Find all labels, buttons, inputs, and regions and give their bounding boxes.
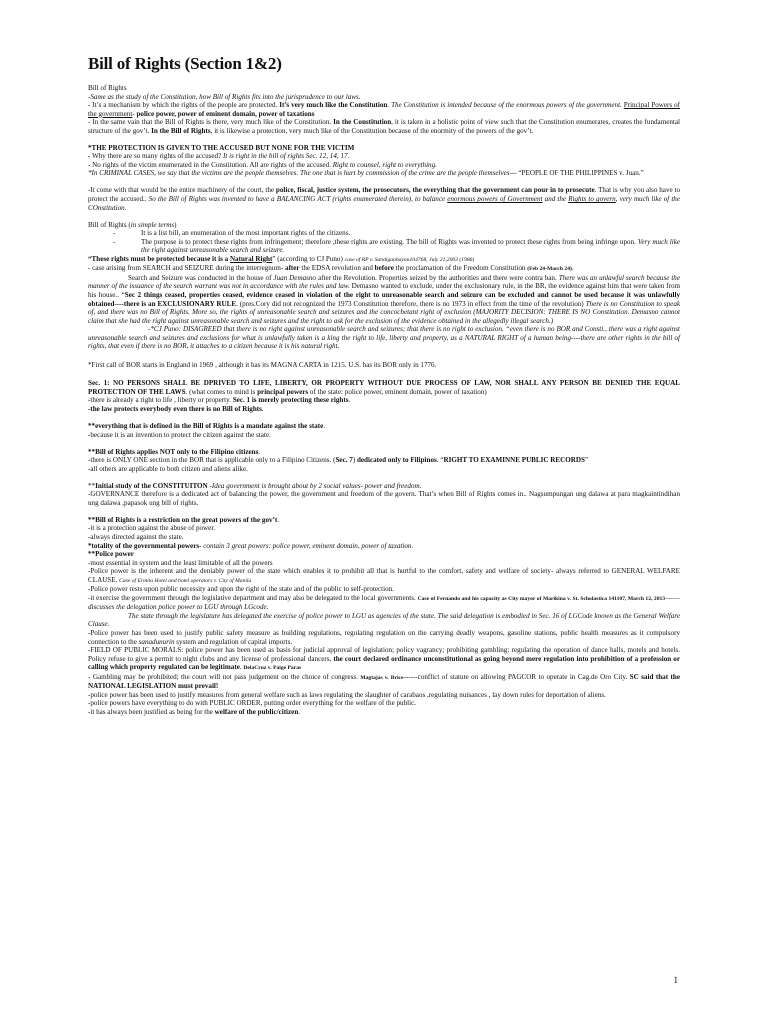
mandate-line-2: -because it is an invention to protect the citizen against the state. xyxy=(88,430,271,439)
text-span: SC said that the NATIONAL LEGISLATION must prevail! xyxy=(88,672,680,691)
text-span: ------conflict of statute on allowing PAGCOR to operate in Cag.de Oro City. xyxy=(403,672,630,681)
text-span: -it has always been justified as being for the xyxy=(88,707,215,716)
text-span: **Bill of Rights is a restriction on the great powers of the gov’t xyxy=(88,515,278,524)
text-span: of the state: police power, eminent domain, power of taxation) xyxy=(308,387,487,396)
text-span: welfare of the public/citizen xyxy=(214,707,299,716)
text-span: sanadunurin xyxy=(138,637,175,646)
text-span: ” xyxy=(585,456,589,465)
text-span: (Feb 24-March 24) xyxy=(527,266,572,273)
text-span: the court declared ordinance unconstitutional as going beyond mere regulation into prohibition of a profession or calling which property regulated can be legitimate xyxy=(88,654,681,672)
text-span: Sec. 7 xyxy=(335,456,353,465)
text-span: system and regulation of capital imports. xyxy=(174,637,293,646)
text-span: after xyxy=(285,264,300,273)
text-span: **Bill of Rights applies NOT only to the Filipino citizens xyxy=(88,447,259,456)
text-span: . (what comes to mind is xyxy=(185,387,258,396)
case-citation: DelaCruz v. Paige Paras xyxy=(243,665,302,672)
text-span: -it exercise the government through the legislative department and may also be delegated to the local governments. xyxy=(88,593,418,602)
text-span: It is right in the bill of rights Sec. 12, 14, 17. xyxy=(223,152,350,161)
text-span: . (pres.Cory did not recognized the 1973 Constitution therefore, there is no 1973 in effect from the time of the revolution) xyxy=(236,299,586,308)
case-citation: Case of Fernando and his capacity as City mayor of Marikina v. St. Scholastica 141107, March 12, 2013-------- xyxy=(417,595,680,602)
text-span: Sec 2 things ceased, properties ceased, evidence ceased in violation of the right to unreasonable search and seizure can be excluded and cannot be used because it was unlawfully obtained----there is an EXCLUSIONARY RULE xyxy=(88,290,681,308)
text-span: **everything that is defined in the Bill of Rights is a mandate against the state xyxy=(88,422,324,431)
bullet-item xyxy=(88,229,680,238)
bor-line-2 xyxy=(88,101,680,118)
text-span: . xyxy=(348,396,351,405)
demasno-paragraph xyxy=(88,274,680,325)
text-span: . That is why you also have to protect the accused.. xyxy=(88,186,680,204)
police-power-line-11 xyxy=(88,708,680,717)
text-span: enormous powers of Government xyxy=(447,195,543,204)
text-span: - case arising from SEARCH and SEIZURE during the interregnum- xyxy=(88,264,286,273)
document-page xyxy=(88,54,680,717)
bor-line-1: -Same as the study of the Constitution, how Bill of Rights fits into the jurisprudence to our laws. xyxy=(88,92,361,101)
restriction-line-2: -it is a protection against the abuse of power. xyxy=(88,524,216,533)
totality-line xyxy=(88,542,680,551)
bullet-item xyxy=(88,238,680,255)
text-span: The purpose is to protect these rights from infringement; therefore ,these rights are existing. The bill of Rights was invented to protect these rights from being infringe upon. xyxy=(141,237,638,246)
text-span: . xyxy=(571,264,574,273)
case-citation: Magtajas v. Brice xyxy=(360,674,404,681)
text-span xyxy=(141,238,680,255)
text-span: principal powers xyxy=(257,387,309,396)
text-span: , it is likewise a protection, very much like of the Constitution because of the enormity of the powers of the gov’t. xyxy=(210,126,534,135)
text-span: . xyxy=(261,405,264,413)
text-span: Principal Powers of the government xyxy=(88,101,680,118)
police-power-line-9: -police power has been used to justify measures from general welfare such as laws regulating the slaughter of carabaos ,regulating nuisances , lay down rules for deportation of aliens. xyxy=(88,690,606,699)
text-span: -It come with that would be the entire machinery of the court, the xyxy=(88,186,276,195)
text-span: the EDSA revolution and xyxy=(299,264,375,273)
text-span: - It’s a mechanism by which the rights of the people are protected. xyxy=(88,101,280,110)
restriction-line-3: -always directed against the state. xyxy=(88,533,184,542)
text-span: , it is taken in a holistic point of view such that the Constitution enumerates, creates the fundamental structure of the gov’t. xyxy=(88,118,680,135)
page-number: 1 xyxy=(673,975,678,985)
police-power-heading: **Police power xyxy=(88,550,134,559)
text-span: - Why there are so many rights of the accused? xyxy=(88,152,223,161)
governance-line: -GOVERNANCE therefore is a dedicated act of balancing the power, the government and freedom of the govern. That’s when Bill of Rights comes in.. Nagsumpungan ung dalawa at para magkaintindihan ung dalawa ,papasok ung bill of rights. xyxy=(88,490,680,507)
machinery-paragraph xyxy=(88,186,680,212)
text-span: - In the same vain that the Bill of Rights is there, very much like of the Constitution. xyxy=(88,118,334,127)
accused-heading: *THE PROTECTION IS GIVEN TO THE ACCUSED BUT NONE FOR THE VICTIM xyxy=(88,143,355,152)
text-span: It is a list bill, an enumeration of the most important rights of the citizens. xyxy=(141,229,351,238)
text-span: Search and Seizure was conducted in the house of xyxy=(128,273,274,282)
text-span: . xyxy=(277,515,280,524)
text-span: Demasno wanted to exclude, under the exclusionary rule, in the BR, the evidence against him that were taken from his house.. “ xyxy=(88,282,681,299)
accused-line-2 xyxy=(88,161,680,170)
text-span: and the xyxy=(542,195,569,204)
text-span: Juan Demasno xyxy=(273,273,316,282)
text-span: before xyxy=(374,264,394,273)
text-span: Very much like the right against unreasonable search and seizure. xyxy=(141,237,680,255)
police-power-line-3: -Police power rests upon public necessity and upon the right of the state and of the public to self-protection. xyxy=(88,585,394,594)
text-span: Bill of Rights ( xyxy=(88,220,131,229)
constitution-study-line xyxy=(88,482,680,491)
sec1-line-2 xyxy=(88,396,680,405)
search-seizure-line xyxy=(88,264,680,274)
text-span: - No rights of the victim enumerated in the Constitution. All are rights of the accused. xyxy=(88,160,333,169)
text-span: police, fiscal, justice system, the prosecutors, the everything that the government can pour in to prosecute xyxy=(275,186,595,195)
text-span: . The Constitution is intended because of the enormous powers of the government. xyxy=(387,101,624,110)
case-citation: case of RP v. Sandiganbayan104768, July 21,2003 (1986) xyxy=(344,256,475,263)
text-span: - Gambling may be prohibited; the court will not pass judgement on the choice of congress. xyxy=(88,672,361,681)
police-power-line-4 xyxy=(88,594,680,612)
text-span: Natural Right xyxy=(229,254,273,263)
text-span: -the law protects everybody even there is no Bill of Rights xyxy=(88,405,262,413)
bullet-dash: - xyxy=(113,229,116,238)
text-span: . xyxy=(323,422,326,431)
text-span: in simple terms xyxy=(130,220,175,229)
sec1-paragraph xyxy=(88,379,680,396)
text-span: There was an unlawful search because the manner of the issuance of the search warrant was not in accordance with the rules and law. xyxy=(88,273,680,291)
text-span: discusses the delegation police power to LGU through LGcode. xyxy=(88,603,269,612)
text-span: “PEOPLE OF THE PHILIPPINES v. Juan.” xyxy=(518,169,644,178)
text-span: So the Bill of Rights was invented to have a BALANCING ACT (rights enumerated therein), to balance xyxy=(148,195,448,204)
text-span: -Police power is the inherent and the deniably power of the state which enables it to prohibit all that is hurtful to the comfort, safety and welfare of society- always referred to GENERAL WELFARE CLAUSE. xyxy=(88,567,680,584)
text-span: contain 3 great powers: police power, eminent domain, power of taxation. xyxy=(201,541,414,550)
accused-line-3 xyxy=(88,169,680,178)
restriction-line xyxy=(88,516,680,525)
police-power-line-8 xyxy=(88,673,680,691)
bor-heading: Bill of Rights xyxy=(88,84,127,92)
applies-line-3: -all others are applicable to both citizen and aliens alike. xyxy=(88,464,248,473)
text-span: -Police power has been used to justify public safety measure as building regulations, regulating regulation on the carrying deadly weapons, gasoline stations, public health measures as it compulsory connection to the xyxy=(88,629,680,646)
text-span: . “ xyxy=(436,456,444,465)
text-span: “These rights must be protected because it is a xyxy=(88,254,230,263)
text-span: Right to counsel, right to everything. xyxy=(332,160,437,169)
text-span: , very much like of the COnstitution. xyxy=(88,195,680,212)
text-span: the proclamation of the Freedom Constitution xyxy=(393,264,528,273)
text-span: Initial study of the CONSTITUITON xyxy=(95,481,208,490)
text-span: Rights to govern xyxy=(568,195,616,204)
text-span: In the Bill of Rights xyxy=(151,126,211,135)
first-bor-note: *First call of BOR starts in England in 1969 , although it has its MAGNA CARTA in 1215. U.S. has its BOR only in 1776. xyxy=(88,360,437,369)
text-span: RIGHT TO EXAMINNE PUBLIC RECORDS xyxy=(443,456,585,465)
applies-line-2 xyxy=(88,456,680,465)
police-power-line-5: The state through the legislature has delegated the exercise of police power to LGU as agencies of the state. The said delegation is embodied in Sec. 16 of LGCode known as the General Welfare Clause. xyxy=(88,611,680,629)
bor-line-3 xyxy=(88,118,680,135)
text-span: ) xyxy=(352,456,357,465)
mandate-line xyxy=(88,422,680,431)
applies-line xyxy=(88,448,680,457)
text-span: . xyxy=(298,707,301,716)
text-span: dedicated only to Filipinos xyxy=(356,456,437,465)
text-span: -FIELD OF PUBLIC MORALS: police power has been used as basis for judicial approval of legislation; policy vagrancy; prohibiting gambling; regulating the operation of dance halls, motels and hotels. Policy refuse to give a permit to night clubs and any license of professional dancers, xyxy=(88,646,680,663)
sec1-line-3 xyxy=(88,405,680,414)
text-span: -there is already a right to life , liberty or property. xyxy=(88,396,233,405)
text-span: - police power, power of eminent domain, power of taxations xyxy=(132,109,315,118)
text-span: . xyxy=(239,663,244,672)
text-span: *In CRIMINAL CASES, we say that the victims are the people themselves. The one that is hurt by commission of the crime are the people themselves--- xyxy=(88,169,519,178)
text-span: - xyxy=(207,481,212,490)
case-citation: Case of Ermita Hotel and hotel operators v. City of Manila xyxy=(119,577,252,584)
text-span: In the Constitution xyxy=(333,118,392,127)
text-span: Sec. 1 is merely protecting these rights xyxy=(232,396,349,405)
bullet-dash: - xyxy=(113,237,116,246)
accused-line-1 xyxy=(88,152,680,161)
text-span: ** xyxy=(88,481,96,490)
police-power-line-7 xyxy=(88,646,680,673)
text-span: Sec. 1: NO PERSONS SHALL BE DPRIVED TO LIFE, LIBERTY, OR PROPERTY WITHOUT DUE PROCESS OF LAW, NOR SHALL ANY PERSON BE DENIED THE EQUAL PROTECTION OF THE LAWS xyxy=(88,379,680,396)
page-title: Bill of Rights (Section 1&2) xyxy=(88,54,282,73)
text-span: . xyxy=(258,447,261,456)
police-power-line-6 xyxy=(88,629,680,646)
police-power-line-1: -most essential in system and the least limitable of all the powers xyxy=(88,558,273,567)
police-power-line-2 xyxy=(88,567,680,585)
natural-right-line xyxy=(88,255,680,265)
puno-dissent-paragraph: -*CJ Puno: DISAGREED that there is no right against unreasonable search and seizures; that there is no right to exclusion. “even there is no BOR and Consti., there was a right against unreasonable search and seizures and exclusions for what is unlawfully taken is a king the right to life, liberty and property, as a NATURAL RIGHT of a human being----there are other rights in the bill of rights, that even if there is no BOR, it attaches to a citizen because it is his natural right. xyxy=(88,325,680,351)
text-span: -there is ONLY ONE section in the BOR that is applicable only to a Filipino Citizens. ( xyxy=(88,456,336,465)
text-span: *totality of the governmental powers- xyxy=(88,541,202,550)
text-span: ) xyxy=(174,220,177,229)
text-span: after the Revolution. Properties seized by the authorities and there were contra ban. xyxy=(315,273,559,282)
text-span: Idea government is brought about by 2 social values- power and freedom. xyxy=(211,481,422,490)
police-power-line-10: -police powers have everything to do with PUBLIC ORDER, putting order everything for the welfare of the public. xyxy=(88,699,417,708)
text-span: It’s very much like the Constitution xyxy=(279,101,388,110)
text-span: There is no Constitution to speak of, and there was no Bill of Rights. More so, the rights of unreasonable search and seizures and the concocbetant right of exclusion (MAJORITY DECISION: THERE IS NO Constitution. Demasno cannot claim that she had the right against unreasonable search and seizures and the right to ask for the exclusion of the evidence obtained in the allegedly illegal search.) xyxy=(88,299,681,325)
text-span: ” (according to CJ Puno) xyxy=(272,254,345,263)
simple-terms-heading xyxy=(88,221,680,230)
